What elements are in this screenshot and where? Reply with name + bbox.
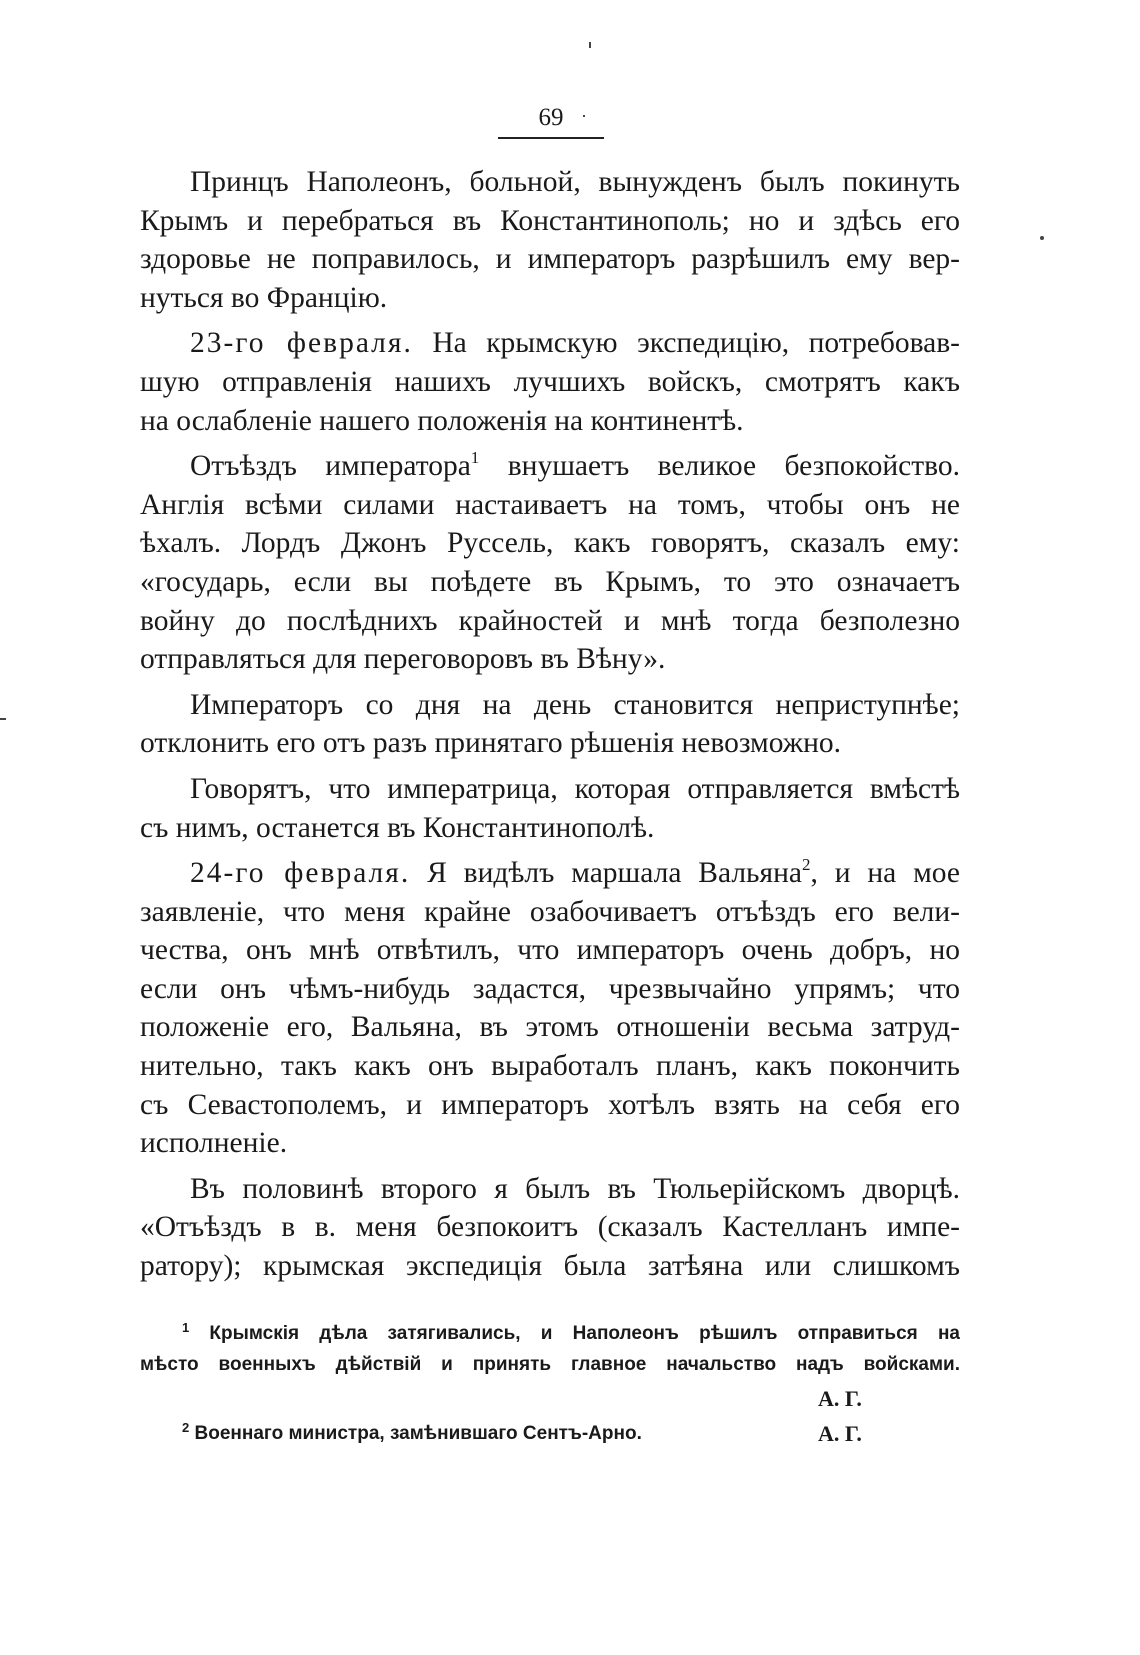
footnote-marker: 2	[182, 1420, 190, 1435]
header-rule	[498, 137, 604, 139]
text-line: заявленіе, что меня крайне озабочиваетъ отъѣздъ его вели-	[140, 895, 960, 928]
text-line: отклонить его отъ разъ принятаго рѣшенія невозможно.	[140, 727, 842, 760]
text-line: положеніе его, Вальяна, въ этомъ отношеніи весьма затруд-	[140, 1011, 960, 1044]
text-line: ратору); крымская экспедиція была затѣяна или слишкомъ	[140, 1250, 960, 1283]
paragraph	[140, 1170, 960, 1286]
text-line: здоровье не поправилось, и императоръ разрѣшилъ ему вер-	[140, 243, 960, 276]
text-line: на ослабленіе нашего положенія на континентѣ.	[140, 404, 744, 437]
footnote-text: Крымскія дѣла затягивались, и Наполеонъ рѣшилъ отправиться на	[189, 1323, 960, 1344]
paragraph	[140, 324, 960, 440]
entry-date: 24-го февраля.	[190, 857, 411, 890]
text-line: войну до послѣднихъ крайностей и мнѣ тогда безполезно	[140, 604, 960, 637]
scan-speck	[1040, 236, 1044, 240]
text-line: нуться во Францію.	[140, 281, 388, 314]
text-line: Императоръ со дня на день становится неприступнѣе;	[190, 688, 960, 721]
footnote	[140, 1318, 960, 1416]
footnotes	[140, 1318, 960, 1454]
text-line: Англія всѣми силами настаиваетъ на томъ, чтобы онъ не	[140, 488, 960, 521]
text-line: «Отъѣздъ в в. меня безпокоитъ (сказалъ Кастелланъ импе-	[140, 1211, 960, 1244]
body-text	[140, 163, 960, 1293]
text-line: шую отправленія нашихъ лучшихъ войскъ, смотрятъ какъ	[140, 365, 960, 398]
text-fragment: внушаетъ великое безпокойство.	[479, 450, 960, 483]
scan-speck	[0, 718, 6, 720]
footnote-line	[182, 1418, 642, 1449]
text-line: съ Севастополемъ, и императоръ хотѣлъ взять на себя его	[140, 1088, 960, 1121]
footnote-signature: А. Г.	[818, 1421, 862, 1446]
text-fragment: Отъѣздъ императора	[190, 450, 471, 483]
text-line	[140, 854, 960, 893]
text-line: Говорятъ, что императрица, которая отправляется вмѣстѣ	[190, 772, 960, 805]
paragraph	[140, 770, 960, 847]
text-line: «государь, если вы поѣдете въ Крымъ, то это означаетъ	[140, 565, 960, 598]
text-fragment: , и на мое	[810, 857, 960, 890]
text-line: Принцъ Наполеонъ, больной, вынужденъ былъ покинуть	[190, 166, 960, 198]
text-line: съ нимъ, останется въ Константинополѣ.	[140, 811, 655, 844]
text-line: отправляться для переговоровъ въ Вѣну».	[140, 643, 666, 676]
text-line: Крымъ и перебраться въ Константинополь; но и здѣсь его	[140, 204, 960, 237]
entry-date: 23-го февраля.	[190, 327, 413, 360]
text-line	[140, 447, 960, 486]
footnote-line: мѣсто военныхъ дѣйствій и принять главное начальство надъ войсками.	[140, 1354, 960, 1375]
text-line: чества, онъ мнѣ отвѣтилъ, что императоръ очень добръ, но	[140, 934, 960, 967]
scan-speck	[589, 42, 591, 48]
paragraph	[140, 686, 960, 763]
footnote	[140, 1418, 960, 1454]
paragraph	[140, 163, 960, 317]
page-header	[498, 103, 604, 139]
footnote-ref: 1	[470, 448, 480, 468]
text-line: если онъ чѣмъ-нибудь задастся, чрезвычайно упрямъ; что	[140, 972, 960, 1005]
footnote-signature: А. Г.	[818, 1386, 862, 1411]
text-line: ѣхалъ. Лордъ Джонъ Руссель, какъ говорятъ, сказалъ ему:	[140, 527, 960, 560]
paragraph	[140, 447, 960, 679]
text-line: исполненіе.	[140, 1127, 288, 1160]
footnote-ref: 2	[801, 855, 811, 875]
page-number: 69	[538, 104, 564, 131]
text-line: Въ половинѣ второго я былъ въ Тюльерійскомъ дворцѣ.	[190, 1172, 960, 1205]
footnote-line	[140, 1318, 960, 1349]
footnote-marker: 1	[182, 1320, 190, 1335]
text-fragment: Я видѣлъ маршала Вальяна	[410, 857, 802, 890]
footnote-text: Военнаго министра, замѣнившаго Сентъ-Арно.	[189, 1423, 642, 1444]
footnote-signature-row	[140, 1380, 960, 1416]
text-line	[140, 324, 960, 363]
text-line: нительно, такъ какъ онъ выработалъ планъ, какъ покончить	[140, 1050, 960, 1083]
paragraph	[140, 854, 960, 1163]
text-fragment: На крымскую экспедицію, потребовав-	[412, 327, 960, 360]
